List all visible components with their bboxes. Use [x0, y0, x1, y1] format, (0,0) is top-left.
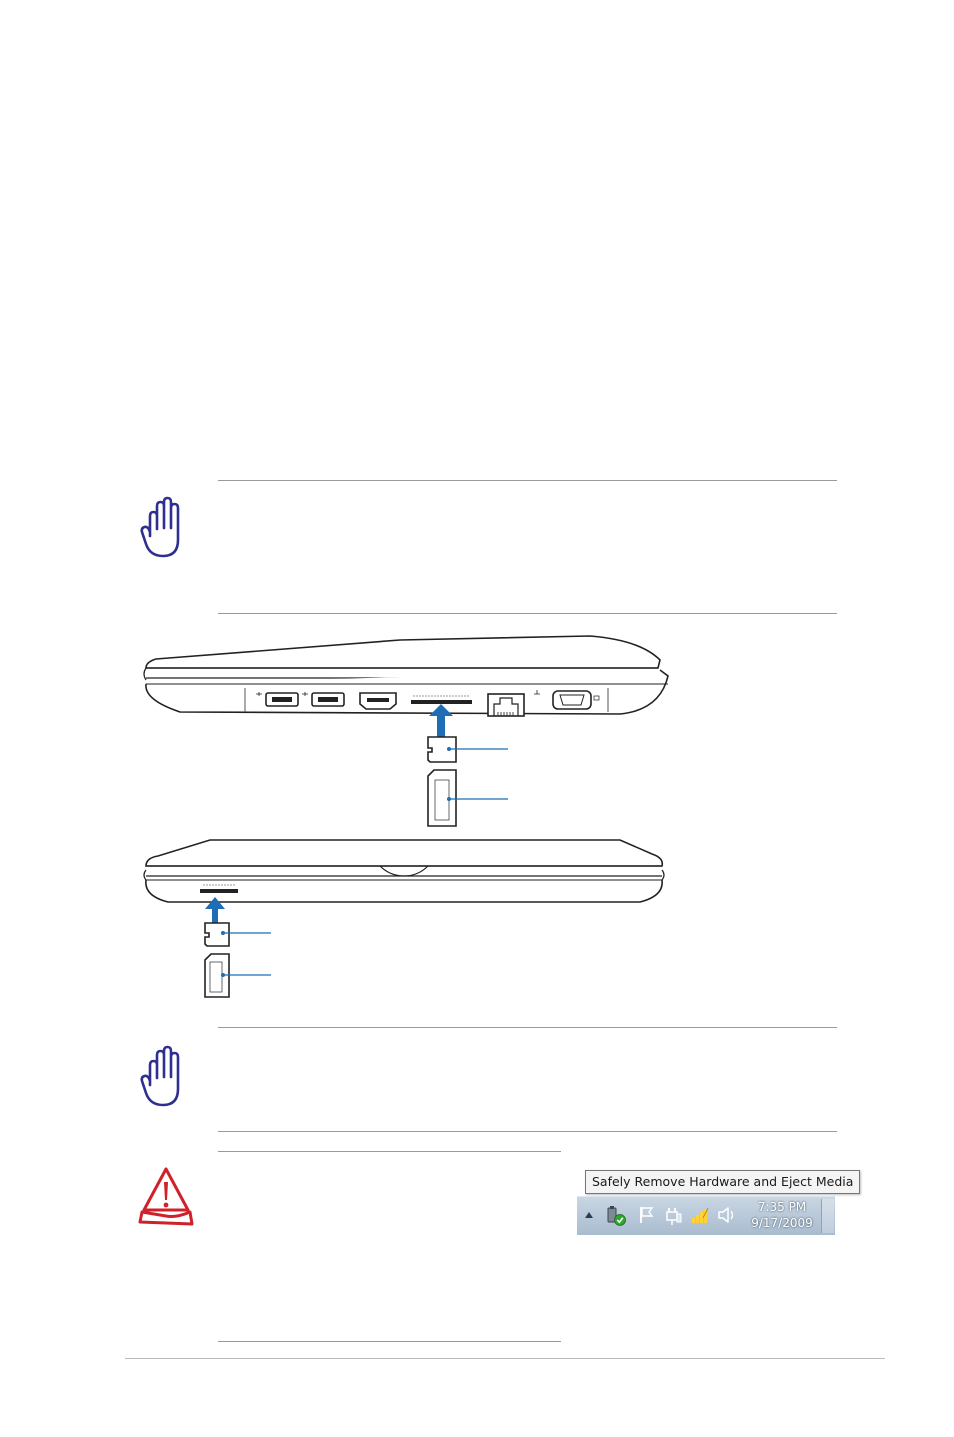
system-tray-screenshot: [577, 1170, 854, 1234]
network-signal-icon[interactable]: [691, 1206, 711, 1224]
warning-rule-bottom: [218, 1341, 561, 1342]
volume-speaker-icon[interactable]: [717, 1206, 737, 1224]
taskbar: [577, 1196, 835, 1235]
safely-remove-tooltip: Safely Remove Hardware and Eject Media: [585, 1170, 860, 1194]
page-footer-rule: [125, 1358, 885, 1359]
clock-time: 7:35 PM: [757, 1200, 807, 1214]
note-rule-top-2: [218, 1027, 837, 1028]
taskbar-clock[interactable]: [747, 1199, 817, 1231]
warning-triangle-icon: [136, 1166, 196, 1228]
show-hidden-icons-icon[interactable]: [585, 1212, 593, 1218]
show-desktop-button[interactable]: [821, 1199, 834, 1233]
note-rule-bottom-2: [218, 1131, 837, 1132]
power-plug-icon[interactable]: [665, 1206, 683, 1226]
action-center-flag-icon[interactable]: [639, 1206, 655, 1224]
clock-date: 9/17/2009: [751, 1216, 813, 1230]
safely-remove-hardware-icon[interactable]: [605, 1206, 627, 1226]
warning-rule-top: [218, 1151, 561, 1152]
hand-stop-icon: [138, 1045, 188, 1109]
